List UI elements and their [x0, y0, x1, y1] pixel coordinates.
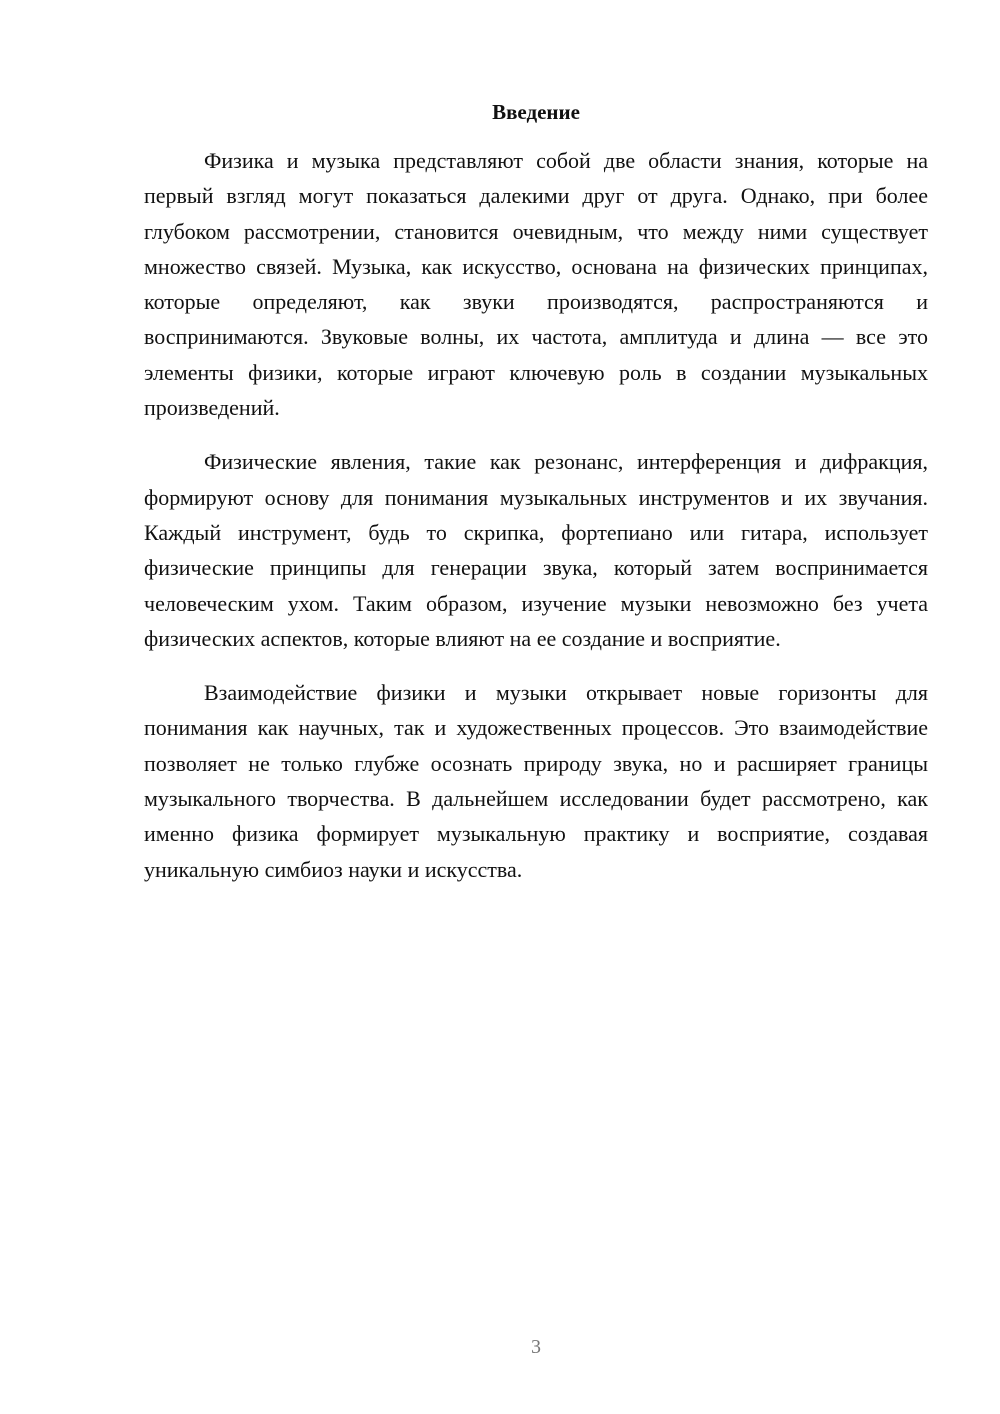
section-title: Введение — [492, 100, 580, 124]
paragraph-2: Физические явления, такие как резонанс, интерференция и дифракция, формируют основу для понимания музыкальных инструментов и их звучания. Каждый инструмент, будь то скрипка, фортепиано или гитара, использует физические принципы для генерации звука, который затем воспринимается человеческим ухом. Таким образом, изучение музыки невозможно без учета физических аспектов, которые влияют на ее создание и восприятие. — [144, 449, 928, 651]
page-number: 3 — [531, 1336, 541, 1358]
paragraph-1: Физика и музыка представляют собой две области знания, которые на первый взгляд могут показаться далекими друг от друга. Однако, при более глубоком рассмотрении, становится очевидным, что между ними существует множество связей. Музыка, как искусство, основана на физических принципах, которые определяют, как звуки производятся, распространяются и воспринимаются. Звуковые волны, их частота, амплитуда и длина — все это элементы физики, которые играют ключевую роль в создании музыкальных произведений. — [144, 148, 928, 421]
paragraph-3: Взаимодействие физики и музыки открывает новые горизонты для понимания как научных, так и художественных процессов. Это взаимодействие позволяет не только глубже осознать природу звука, но и расширяет границы музыкального творчества. В дальнейшем исследовании будет рассмотрено, как именно физика формирует музыкальную практику и восприятие, создавая уникальную симбиоз науки и искусства. — [144, 680, 928, 882]
body-text — [144, 143, 928, 906]
